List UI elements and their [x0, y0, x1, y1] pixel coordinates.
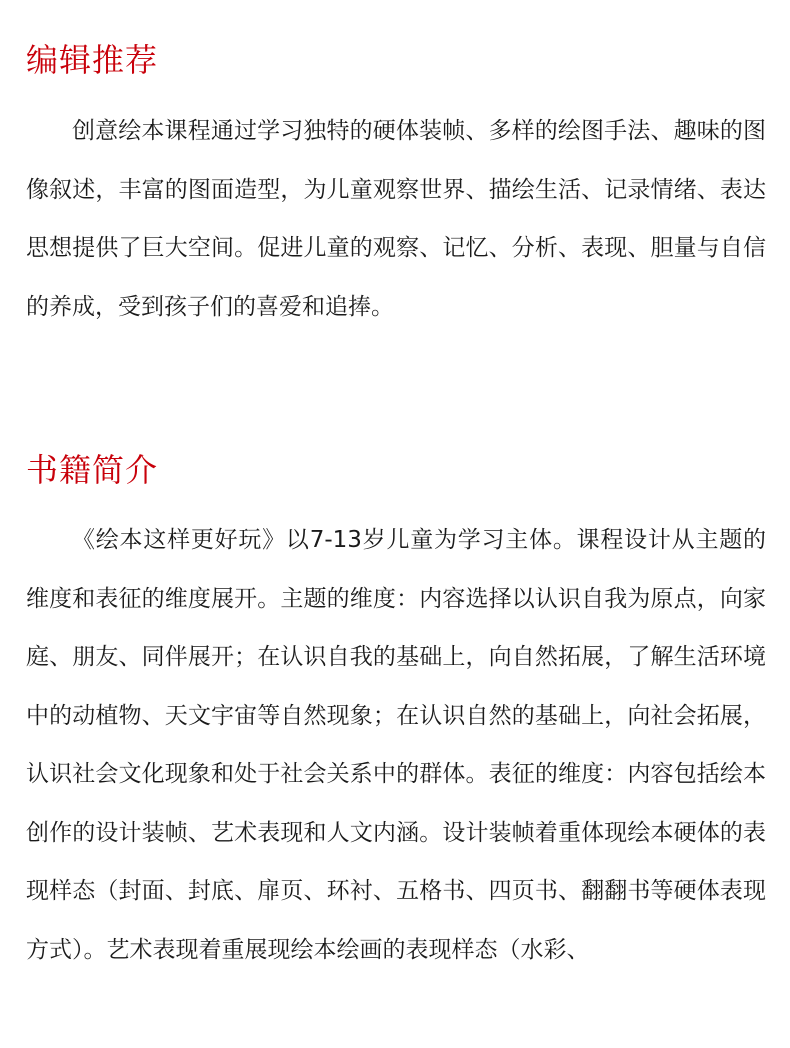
- book-introduction-paragraph: 《绘本这样更好玩》以7-13岁儿童为学习主体。课程设计从主题的维度和表征的维度展开。主题的维度：内容选择以认识自我为原点，向家庭、朋友、同伴展开；在认识自我的基础上，向自然拓展，了解生活环境中的动植物、天文宇宙等自然现象；在认识自然的基础上，向社会拓展，认识社会文化现象和处于社会关系中的群体。表征的维度：内容包括绘本创作的设计装帧、艺术表现和人文内涵。设计装帧着重体现绘本硬体的表现样态（封面、封底、扉页、环衬、五格书、四页书、翻翻书等硬体表现方式）。艺术表现着重展现绘本绘画的表现样态（水彩、: [26, 527, 766, 963]
- section-title-book-introduction: 书籍简介: [26, 451, 159, 489]
- section-title-editor-recommendation: 编辑推荐: [26, 41, 159, 79]
- editor-recommendation-paragraph: 创意绘本课程通过学习独特的硬体装帧、多样的绘图手法、趣味的图像叙述，丰富的图面造型，为儿童观察世界、描绘生活、记录情绪、表达思想提供了巨大空间。促进儿童的观察、记忆、分析、表现、胆量与自信的养成，受到孩子们的喜爱和追捧。: [26, 118, 766, 320]
